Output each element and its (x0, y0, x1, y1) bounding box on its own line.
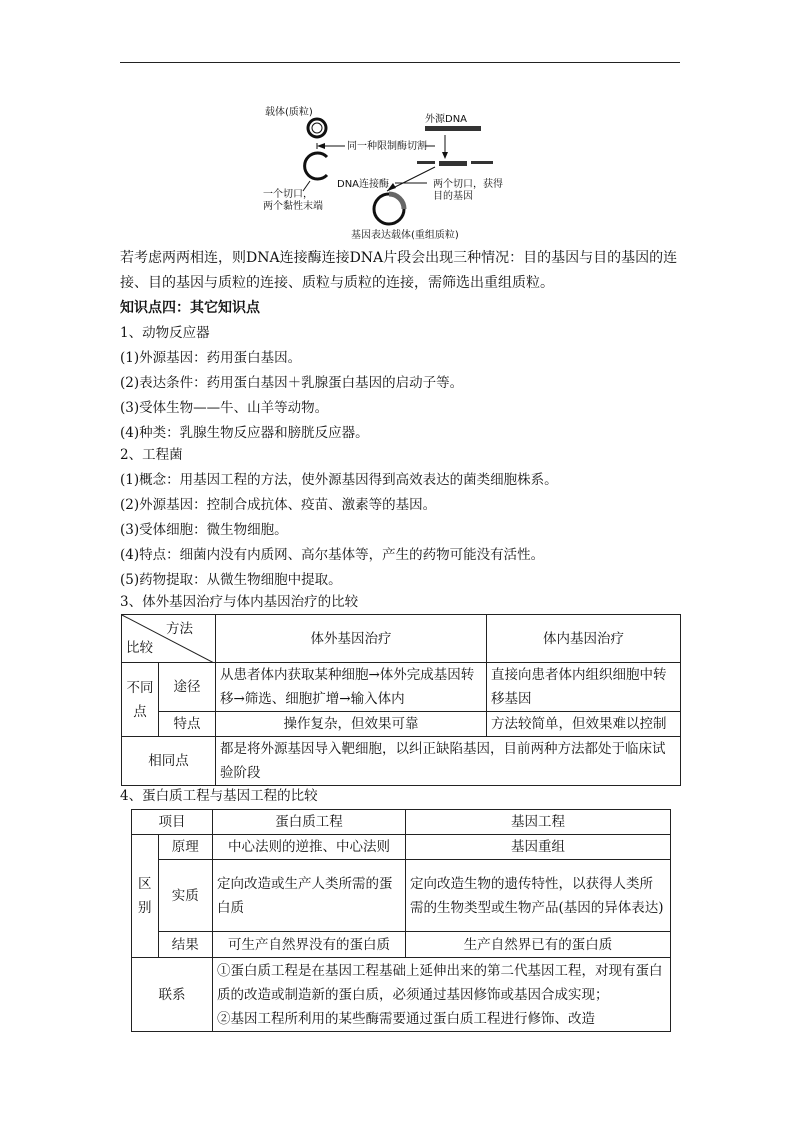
s2-item: (4)特点：细菌内没有内质网、高尔基体等，产生的药物可能没有活性。 (120, 547, 545, 563)
col-header: 体外基因治疗 (216, 615, 487, 663)
s2-item: (1)概念：用基因工程的方法，使外源基因得到高效表达的菌类细胞株系。 (120, 472, 558, 488)
diff-label: 区别 (132, 835, 159, 958)
intro-paragraph: 若考虑两两相连，则DNA连接酶连接DNA片段会出现三种情况：目的基因与目的基因的连接、目的基因与质粒的连接、质粒与质粒的连接，需筛选出重组质粒。 (120, 250, 678, 291)
s4-title: 4、蛋白质工程与基因工程的比较 (120, 788, 318, 804)
target-gene-bar (439, 161, 467, 166)
link-item: ①蛋白质工程是在基因工程基础上延伸出来的第二代基因工程，对现有蛋白质的改造或制造新的蛋白质，必须通过基因修饰或基因合成实现； (217, 962, 663, 1003)
same-enzyme-label: 同一种限制酶切割 (347, 141, 427, 152)
recombinant-plasmid-diagram (255, 105, 545, 245)
one-cut-label-1: 一个切口， (263, 189, 313, 200)
s1-item: (2)表达条件：药用蛋白基因＋乳腺蛋白基因的启动子等。 (120, 375, 464, 391)
recombinant-label: 基因表达载体(重组质粒) (351, 230, 459, 241)
cell: 生产自然界已有的蛋白质 (406, 932, 671, 958)
col-header: 体内基因治疗 (487, 615, 681, 663)
cut-arrow-down-icon (442, 152, 448, 159)
foreign-dna-label: 外源DNA (425, 114, 468, 125)
section-title: 知识点四：其它知识点 (120, 300, 260, 316)
gene-therapy-table (121, 614, 681, 786)
row-label: 实质 (158, 860, 212, 932)
two-cuts-label-1: 两个切口，获得 (433, 179, 503, 190)
one-cut-label-2: 两个黏性末端 (263, 201, 323, 212)
cell: 基因重组 (406, 835, 671, 860)
row-label: 结果 (158, 932, 212, 958)
s2-item: (2)外源基因：控制合成抗体、疫苗、激素等的基因。 (120, 497, 437, 513)
cell: 从患者体内获取某种细胞→体外完成基因转移→筛选、细胞扩增→输入体内 (216, 663, 487, 712)
s2-item: (3)受体细胞：微生物细胞。 (120, 522, 288, 538)
s1-item: (1)外源基因：药用蛋白基因。 (120, 350, 302, 366)
cell: 方法较简单，但效果难以控制 (487, 712, 681, 737)
header-rule (120, 62, 680, 63)
vector-label: 载体(质粒) (265, 107, 313, 118)
protein-gene-table (131, 809, 671, 1032)
s1-item: (4)种类：乳腺生物反应器和膀胱反应器。 (120, 425, 369, 441)
s1-item: (3)受体生物——牛、山羊等动物。 (120, 400, 329, 416)
cut-plasmid-icon (305, 153, 327, 179)
diff-label: 不同点 (122, 663, 159, 737)
col-header: 项目 (132, 810, 213, 835)
link-item: ②基因工程所利用的某些酶需要通过蛋白质工程进行修饰、改造 (217, 1010, 595, 1027)
cell: 可生产自然界没有的蛋白质 (213, 932, 406, 958)
ligase-label: DNA连接酶 (337, 179, 390, 190)
row-label: 原理 (158, 835, 212, 860)
cell: 定向改造或生产人类所需的蛋白质 (213, 860, 406, 932)
cell: 都是将外源基因导入靶细胞，以纠正缺陷基因，目前两种方法都处于临床试验阶段 (216, 737, 681, 786)
s3-title: 3、体外基因治疗与体内基因治疗的比较 (120, 594, 359, 610)
cell: 定向改造生物的遗传特性，以获得人类所需的生物类型或生物产品(基因的异体表达) (406, 860, 671, 932)
col-header: 蛋白质工程 (213, 810, 406, 835)
cut-arrow-left-icon (317, 143, 325, 149)
cell (213, 958, 671, 1032)
two-cuts-label-2: 目的基因 (433, 191, 473, 202)
plasmid-circle-icon (308, 119, 326, 137)
col-header: 基因工程 (406, 810, 671, 835)
plasmid-inner-ring (312, 123, 322, 133)
corner-bottom: 比较 (126, 640, 153, 656)
s2-title: 2、工程菌 (120, 447, 183, 463)
cell: 操作复杂，但效果可靠 (216, 712, 487, 737)
corner-top: 方法 (166, 621, 193, 637)
cell: 直接向患者体内组织细胞中转移基因 (487, 663, 681, 712)
s2-item: (5)药物提取：从微生物细胞中提取。 (120, 572, 342, 588)
row-label: 途径 (159, 663, 216, 712)
row-label: 特点 (159, 712, 216, 737)
s1-title: 1、动物反应器 (120, 325, 210, 341)
row-label: 联系 (132, 958, 213, 1032)
corner-cell (122, 615, 216, 663)
foreign-dna-bar (425, 126, 481, 131)
cell: 中心法则的逆推、中心法则 (213, 835, 406, 860)
row-label: 相同点 (122, 737, 216, 786)
